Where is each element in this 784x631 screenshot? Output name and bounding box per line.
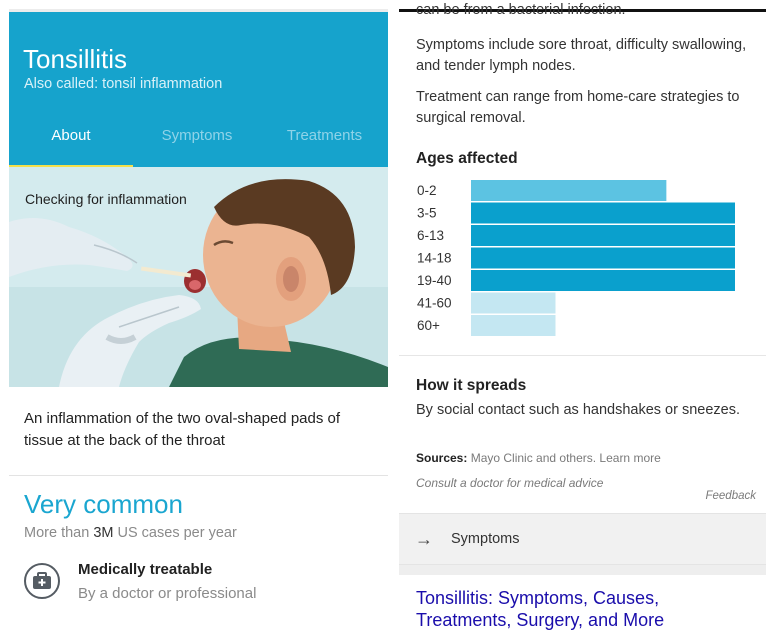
age-label-60+: 60+ <box>417 318 440 333</box>
age-bar-19-40 <box>471 270 735 291</box>
cutoff-text: can be from a bacterial infection. <box>416 2 626 18</box>
sources-text[interactable]: Mayo Clinic and others. Learn more <box>467 451 661 465</box>
age-bar-60+ <box>471 315 555 336</box>
cases-suffix: US cases per year <box>113 525 237 541</box>
age-label-6-13: 6-13 <box>417 228 445 243</box>
tab-about[interactable]: About <box>51 127 91 144</box>
divider <box>9 475 388 476</box>
sources-line <box>416 451 661 465</box>
tab-bar <box>9 118 388 167</box>
card-header <box>9 12 388 167</box>
age-label-41-60: 41-60 <box>417 295 452 311</box>
how-it-spreads-heading: How it spreads <box>416 377 527 394</box>
cases-count: 3M <box>93 525 114 541</box>
age-label-19-40: 19-40 <box>417 273 452 288</box>
prevalence-heading: Very common <box>24 489 183 519</box>
how-it-spreads-text: By social contact such as handshakes or sneezes. <box>416 402 741 418</box>
treatable-subtitle: By a doctor or professional <box>78 585 257 602</box>
ages-affected-heading: Ages affected <box>416 150 518 167</box>
symptoms-link-row[interactable] <box>399 513 766 565</box>
treatable-title: Medically treatable <box>78 561 213 578</box>
cases-prefix: More than <box>24 525 94 541</box>
condition-description: An inflammation of the two oval-shaped pads of tissue at the back of the throat <box>24 410 341 449</box>
age-bar-3-5 <box>471 203 735 224</box>
sources-label: Sources: <box>416 451 468 465</box>
consult-disclaimer: Consult a doctor for medical advice <box>416 476 604 490</box>
tab-symptoms[interactable]: Symptoms <box>161 127 233 144</box>
image-caption: Checking for inflammation <box>25 191 187 207</box>
knowledge-card-left <box>9 9 388 619</box>
symptoms-summary: Symptoms include sore throat, difficulty swallowing, and tender lymph nodes. <box>416 37 747 74</box>
condition-alias: Also called: tonsil inflammation <box>24 76 223 92</box>
age-label-3-5: 3-5 <box>417 205 437 221</box>
section-gap <box>399 565 766 575</box>
symptoms-link-label: Symptoms <box>451 531 520 547</box>
illustration[interactable] <box>9 167 388 387</box>
ages-affected-chart <box>399 178 766 343</box>
age-label-14-18: 14-18 <box>417 250 452 266</box>
age-bar-14-18 <box>471 248 735 269</box>
knowledge-card-right <box>399 2 766 630</box>
condition-title: Tonsillitis <box>23 44 128 74</box>
age-bar-0-2 <box>471 180 666 201</box>
arrow-right-icon: → <box>415 529 433 549</box>
age-bar-41-60 <box>471 293 555 314</box>
search-result-title[interactable]: Tonsillitis: Symptoms, Causes, Treatments, Surgery, and More <box>416 588 665 630</box>
medical-kit-icon <box>24 563 60 599</box>
age-label-0-2: 0-2 <box>417 183 437 198</box>
divider <box>399 355 766 356</box>
treatment-summary: Treatment can range from home-care strategies to surgical removal. <box>416 89 740 126</box>
tab-treatments[interactable]: Treatments <box>286 127 363 144</box>
case-count-text <box>24 525 237 541</box>
feedback-link[interactable]: Feedback <box>705 490 756 502</box>
age-bar-6-13 <box>471 225 735 246</box>
